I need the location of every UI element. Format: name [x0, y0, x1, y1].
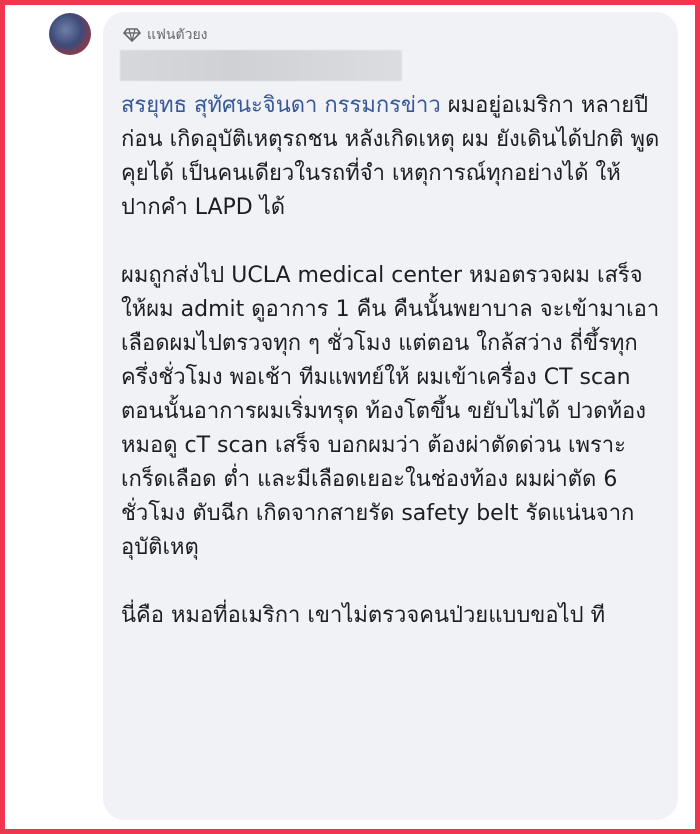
comment-paragraph-2: ผมถูกส่งไป UCLA medical center หมอตรวจผม เสร็จ ให้ผม admit ดูอาการ 1 คืน คืนนั้นพยาบาล จะเข้ามาเอาเลือดผมไปตรวจทุก ๆ ชั่วโมง แต่ตอน ใกล้สว่าง ถี่ขึ้รทุกครึ่งชั่วโมง พอเช้า ทีมแพทย์ให้ ผมเข้าเครื่อง CT scan ตอนนั้นอาการผมเริ่มทรุด ท้องโตขึ้น ขยับไม่ได้ ปวดท้อง หมอดู cT scan เสร็จ บอกผมว่า ต้องผ่าตัดด่วน เพราะ เกร็ดเลือด ต่ำ และมีเลือดเยอะในช่องท้อง ผมผ่าตัด 6 ชั่วโมง ตับฉีก เกิดจากสายรัด safety belt รัดแน่นจาก อุบัติเหตุ [121, 263, 660, 560]
comment-text [121, 89, 671, 633]
comment-paragraph-3: นี่คือ หมอที่อเมริกา เขาไม่ตรวจคนป่วยแบบขอไป ที [121, 603, 606, 628]
badge-label: แฟนตัวยง [147, 27, 208, 43]
redacted-commenter-name [120, 50, 402, 81]
avatar[interactable] [49, 13, 91, 55]
comment-paragraph-1 [121, 89, 671, 225]
top-fan-badge [123, 27, 208, 43]
mention-link[interactable]: สรยุทธ สุทัศนะจินดา กรรมกรข่าว [121, 93, 441, 118]
diamond-icon [123, 28, 141, 42]
paragraph-text: ผมอยู่อเมริกา หลายปีก่อน เกิดอุบัติเหตุรถชน หลังเกิดเหตุ ผม ยังเดินได้ปกติ พูดคุยได้ เป็นคนเดียวในรถที่จำ เหตุการณ์ทุกอย่างได้ ให้ปากคำ LAPD ได้ [121, 93, 660, 220]
